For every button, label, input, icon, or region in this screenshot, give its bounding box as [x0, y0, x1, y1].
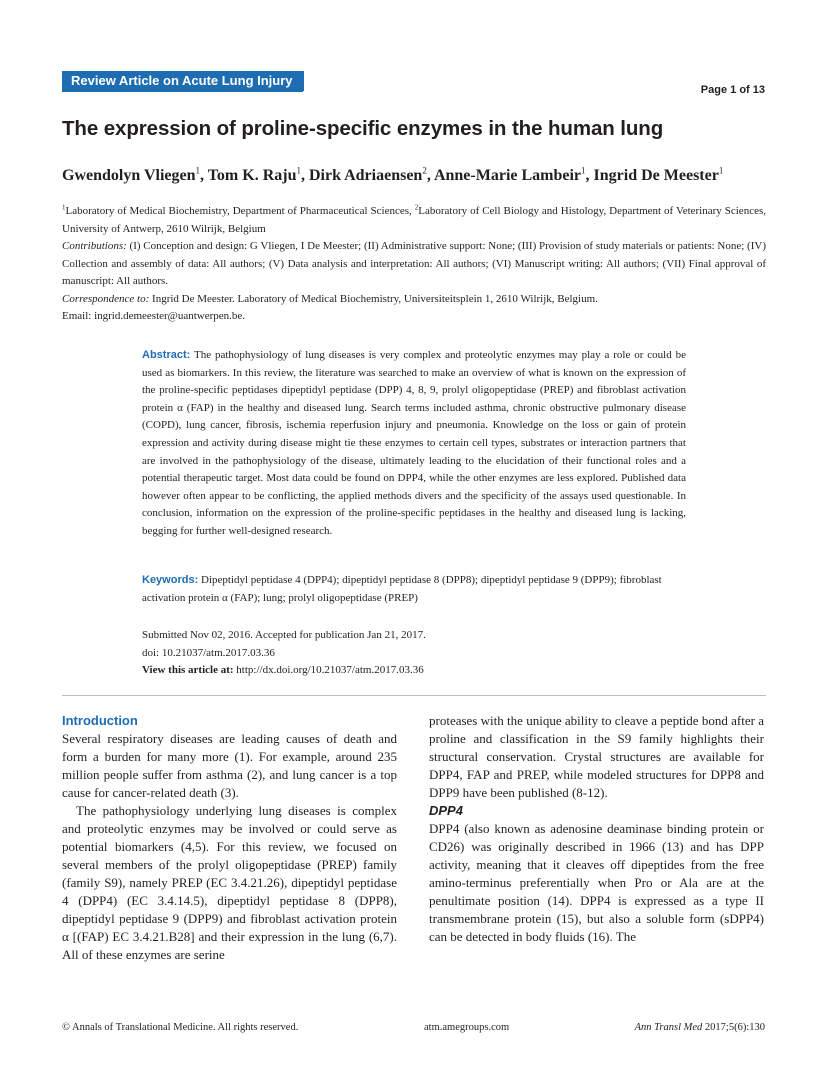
correspondence	[62, 291, 766, 309]
author-affiliation-mark: 1	[581, 165, 586, 176]
doi: doi: 10.21037/atm.2017.03.36	[142, 646, 275, 659]
author-name: Gwendolyn Vliegen	[62, 167, 196, 184]
abstract	[142, 347, 686, 541]
keywords-text: Dipeptidyl peptidase 4 (DPP4); dipeptidyl peptidase 8 (DPP8); dipeptidyl peptidase 9 (DPP9); fibroblast activation protein α (FAP); lung; prolyl oligopeptidase (PREP)	[142, 574, 662, 604]
paragraph: The pathophysiology underlying lung diseases is complex and proteolytic enzymes may be involved or could serve as potential biomarkers (4,5). For this review, we focused on several members of the prolyl oligopeptidase (PREP) family (family S9), namely PREP (EC 3.4.21.26), dipeptidyl peptidase 4 (DPP4) (EC 3.4.14.5), dipeptidyl peptidase 8 (DPP8), dipeptidyl peptidase 9 (DPP9) and fibroblast activation protein α [(FAP) EC 3.4.21.B28] and their expression in the lung (6,7). All of these enzymes are serine	[62, 803, 397, 962]
correspondence-email[interactable]: Email: ingrid.demeester@uantwerpen.be.	[62, 310, 246, 322]
contributions-text: (I) Conception and design: G Vliegen, I De Meester; (II) Administrative support: None; (III) Provision of study materials or patients: None; (IV) Collection and assembly of data: All authors; (V) Data analysis and interpretation: All authors; (VI) Manuscript writing: All authors; (VII) Final approval of manuscript: All authors.	[62, 240, 766, 287]
author-list: Gwendolyn Vliegen$^1$, Tom K. Raju$^1$, Dirk Adriaensen$^2$, Anne-Marie Lambeir$^1$, Ingrid De Meester$^1$	[62, 165, 724, 184]
author-name: Tom K. Raju	[207, 167, 297, 184]
author-name: Ingrid De Meester	[593, 167, 719, 184]
article-title: The expression of proline-specific enzymes in the human lung	[62, 117, 664, 140]
article-link[interactable]	[142, 662, 686, 680]
page-number: Page 1 of 13	[700, 84, 765, 96]
paragraph: DPP4 (also known as adenosine deaminase binding protein or CD26) was originally described in 1966 (13) and has DPP activity, meaning that it cleaves off dipeptides from the free amino-terminus preferentially when Pro or Ala are at the penultimate position (14). DPP4 is expressed as a type II transmembrane protein (15), but also a soluble form (sDPP4) can be detected in body fluids (16). The	[429, 821, 764, 944]
banner-rule	[62, 91, 303, 92]
author-name: Dirk Adriaensen	[308, 167, 423, 184]
keywords-label: Keywords:	[142, 574, 199, 586]
section-divider	[62, 695, 766, 696]
affiliation-1: Laboratory of Medical Biochemistry, Department of Pharmaceutical Sciences,	[65, 205, 415, 217]
submission-dates: Submitted Nov 02, 2016. Accepted for publication Jan 21, 2017.	[142, 629, 426, 641]
correspondence-label: Correspondence to:	[62, 292, 150, 305]
introduction-heading: Introduction	[62, 713, 138, 728]
affiliations	[62, 203, 766, 238]
abstract-text: The pathophysiology of lung diseases is very complex and proteolytic enzymes may play a role or could be used as biomarkers. In this review, the literature was searched to make an overview of what is known on the expression of the proline-specific peptidases dipeptidyl peptidase (DPP) 4, 8, 9, prolyl oligopeptidase (PREP) and fibroblast activation protein α (FAP) in the healthy and diseased lung. Search terms included asthma, chronic obstructive pulmonary disease (COPD), lung cancer, fibrosis, ischemia reperfusion injury and pneumonia. Knowledge on the loss or gain of protein expression and activity during disease might tie these enzymes to certain cell types, substrates or interaction partners that are involved in the pathophysiology of the disease, ultimately leading to the elucidation of their functional roles and a potential therapeutic target. Most data could be found on DPP4, while the other enzymes are less explored. Published data however often appear to be conflicting, the applied methods divers and the specificity of the assays used questionable. In conclusion, information on the expression of the proline-specific peptidases in the healthy and diseased lung is lacking, begging for further well-designed research.	[142, 349, 686, 537]
citation-text: 2017;5(6):130	[702, 1022, 765, 1033]
left-column	[62, 712, 397, 964]
contributions	[62, 238, 766, 291]
abstract-label: Abstract:	[142, 349, 191, 361]
right-column	[429, 712, 764, 946]
correspondence-text: Ingrid De Meester. Laboratory of Medical Biochemistry, Universiteitsplein 1, 2610 Wilrijk, Belgium.	[149, 292, 598, 305]
journal-name: Ann Transl Med	[634, 1022, 703, 1033]
article-url[interactable]: http://dx.doi.org/10.21037/atm.2017.03.36	[233, 664, 424, 676]
author-affiliation-mark: 1	[296, 165, 301, 176]
dpp4-heading: DPP4	[429, 803, 463, 818]
footer-citation	[635, 1022, 765, 1033]
author-name: Anne-Marie Lambeir	[433, 167, 582, 184]
author-affiliation-mark: 1	[195, 165, 200, 176]
keywords	[142, 572, 686, 607]
affiliation-mark: 2	[414, 203, 419, 212]
front-matter	[62, 203, 766, 326]
paragraph: Several respiratory diseases are leading causes of death and form a burden for many more (1). For example, around 235 million people suffer from asthma (2), and lung cancer is a top cause for cancer-related death (3).	[62, 731, 397, 800]
submission-info	[142, 627, 686, 680]
article-link-label: View this article at:	[142, 664, 234, 676]
affiliation-mark: 1	[62, 203, 66, 212]
author-affiliation-mark: 1	[718, 165, 724, 176]
footer-copyright: © Annals of Translational Medicine. All rights reserved.	[62, 1022, 299, 1033]
paragraph: proteases with the unique ability to cleave a peptide bond after a proline and classification in the S9 family highlights their structural conservation. Crystal structures are available for DPP4, FAP and PREP, while modeled structures for DPP8 and DPP9 have been published (8-12).	[429, 713, 764, 800]
affiliation-2: Laboratory of Cell Biology and Histology, Department of Veterinary Sciences, University of Antwerp, 2610 Wilrijk, Belgium	[62, 205, 766, 235]
footer-website[interactable]: atm.amegroups.com	[424, 1022, 510, 1033]
author-affiliation-mark: 2	[422, 165, 427, 176]
contributions-label: Contributions:	[62, 240, 127, 252]
journal-section-banner: Review Article on Acute Lung Injury	[62, 71, 304, 91]
